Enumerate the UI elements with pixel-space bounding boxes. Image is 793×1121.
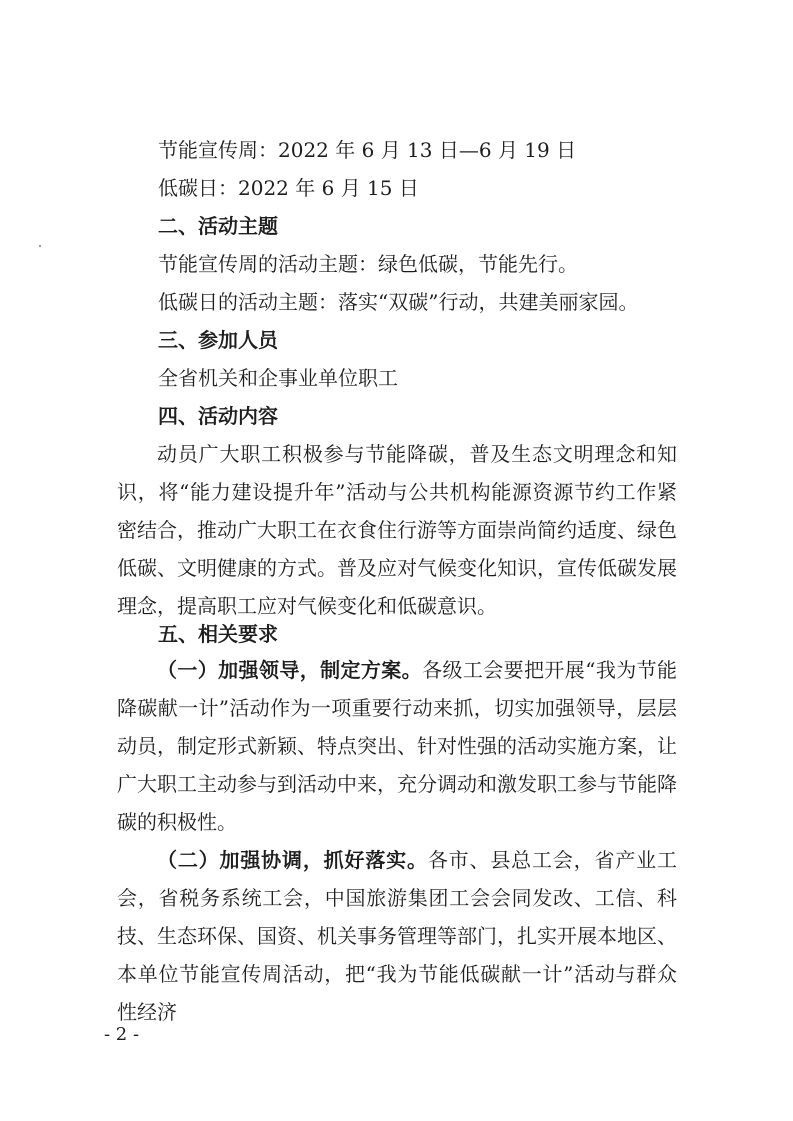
- page-speck: [39, 245, 41, 247]
- lowcarbon-day-line: 低碳日：2022 年 6 月 15 日: [158, 176, 419, 200]
- page-number: - 2 -: [104, 1024, 140, 1045]
- requirement-2-title: （二）加强协调，抓好落实。: [157, 848, 428, 872]
- section-heading-participants: 三、参加人员: [158, 328, 278, 352]
- content-paragraph: 动员广大职工积极参与节能降碳，普及生态文明理念和知识，将“能力建设提升年”活动与公共机构能源资源节约工作紧密结合，推动广大职工在衣食住行游等方面崇尚简约适度、绿色低碳、文明健康的方式。普及应对气候变化知识，宣传低碳发展理念，提高职工应对气候变化和低碳意识。: [117, 442, 677, 618]
- requirement-1-body: 各级工会要把开展“我为节能降碳献一计”活动作为一项重要行动来抓，切实加强领导，层层动员，制定形式新颖、特点突出、针对性强的活动实施方案，让广大职工主动参与到活动中来，充分调动和激发职工参与节能降碳的积极性。: [117, 658, 677, 834]
- requirement-1-title: （一）加强领导，制定方案。: [157, 658, 423, 682]
- requirement-2-body: 各市、县总工会，省产业工会，省税务系统工会，中国旅游集团工会会同发改、工信、科技、生态环保、国资、机关事务管理等部门，扎实开展本地区、本单位节能宣传周活动，把“我为节能低碳献一计”活动与群众性经济: [117, 848, 678, 1024]
- participants-line: 全省机关和企事业单位职工: [158, 366, 398, 390]
- section-heading-requirements: 五、相关要求: [158, 622, 278, 646]
- requirement-1-paragraph: [117, 651, 677, 841]
- week-date-line: 节能宣传周：2022 年 6 月 13 日—6 月 19 日: [158, 138, 577, 162]
- section-heading-content: 四、活动内容: [158, 404, 278, 428]
- section-heading-theme: 二、活动主题: [158, 214, 278, 238]
- theme-week-line: 节能宣传周的活动主题：绿色低碳，节能先行。: [158, 252, 578, 276]
- theme-day-line: 低碳日的活动主题：落实“双碳”行动，共建美丽家园。: [158, 290, 639, 314]
- requirement-2-paragraph: [117, 841, 677, 1031]
